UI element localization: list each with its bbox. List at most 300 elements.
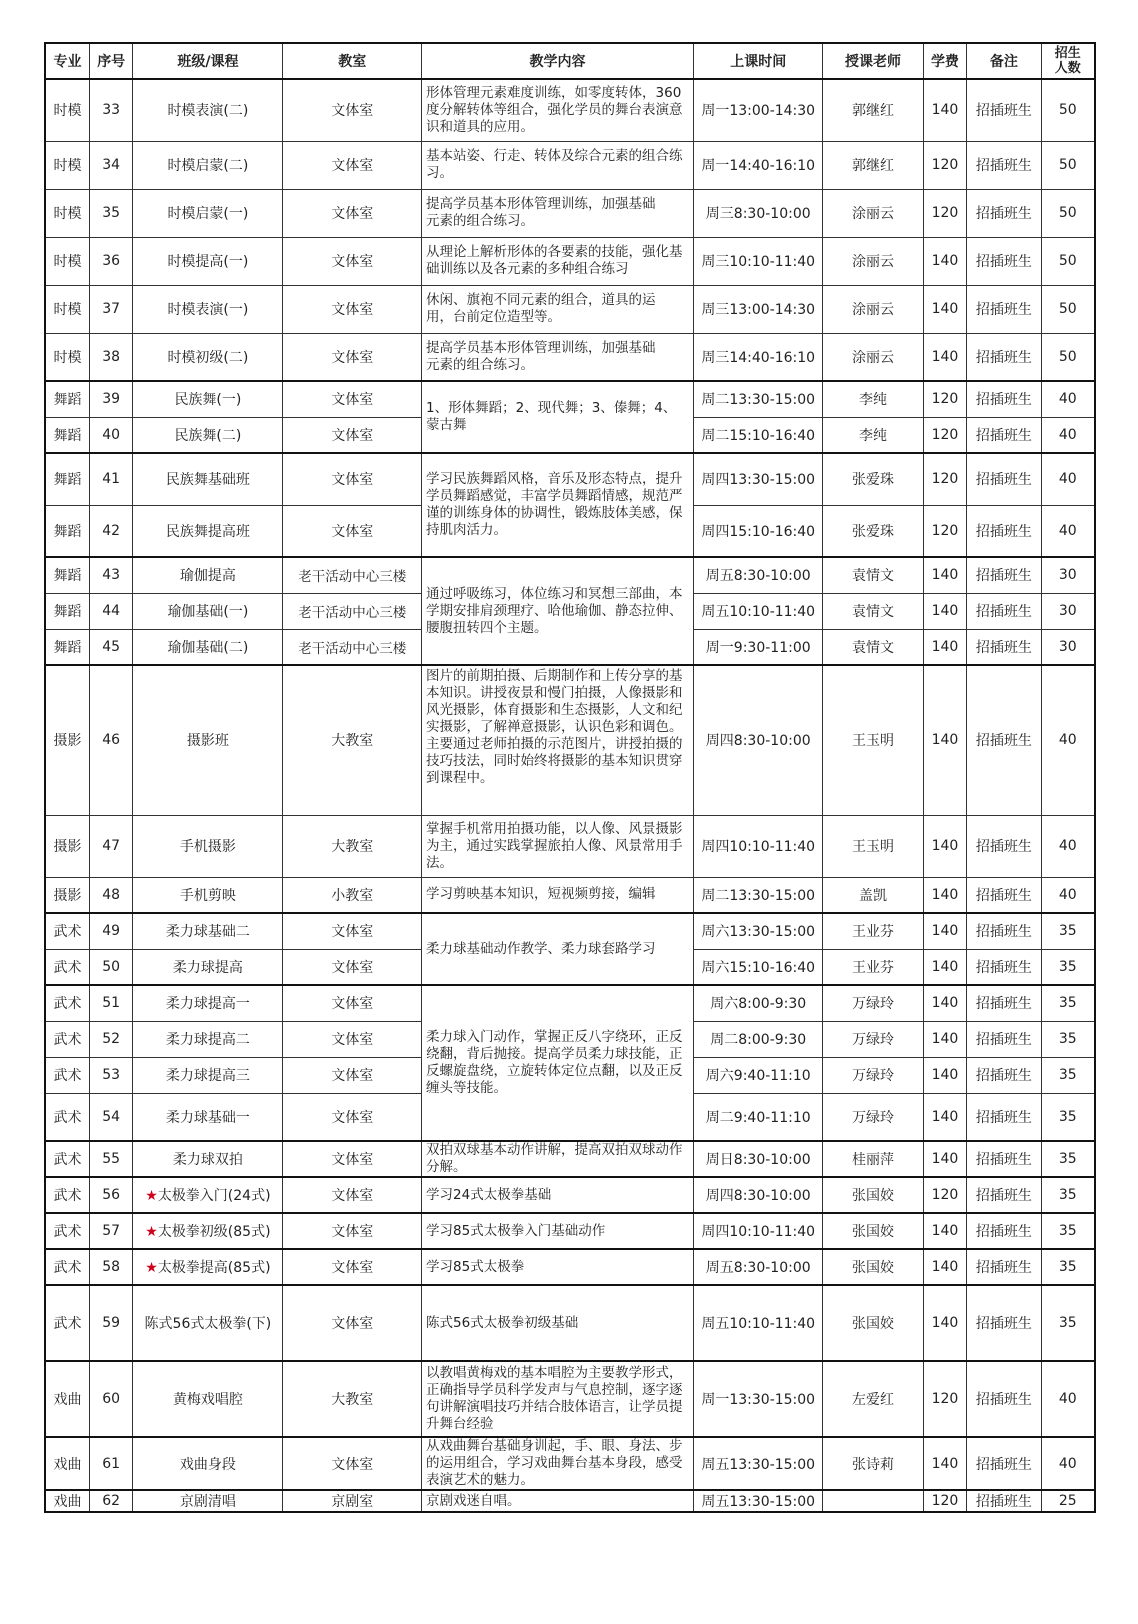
no-cell: 45 — [89, 629, 132, 665]
course-cell: 柔力球提高二 — [133, 1021, 283, 1057]
quota-cell: 30 — [1041, 593, 1095, 629]
star-icon: ★ — [145, 1224, 158, 1240]
course-cell: 时模表演(一) — [133, 285, 283, 333]
teacher-cell: 王业芬 — [823, 949, 923, 985]
teacher-cell: 张国姣 — [823, 1285, 923, 1361]
note-cell: 招插班生 — [967, 815, 1041, 877]
content-cell: 以教唱黄梅戏的基本唱腔为主要教学形式，正确指导学员科学发声与气息控制，逐字逐句讲解演唱技巧并结合肢体语言，让学员提升舞台经验 — [422, 1361, 694, 1437]
no-cell: 38 — [89, 333, 132, 381]
fee-cell: 140 — [923, 1249, 966, 1285]
time-cell: 周四10:10-11:40 — [694, 1213, 823, 1249]
time-cell: 周三13:00-14:30 — [694, 285, 823, 333]
quota-cell: 35 — [1041, 913, 1095, 949]
room-cell: 京剧室 — [283, 1490, 422, 1512]
time-cell: 周一13:00-14:30 — [694, 79, 823, 141]
table-row — [45, 1141, 1095, 1177]
table-row — [45, 237, 1095, 285]
fee-cell: 140 — [923, 1437, 966, 1490]
fee-cell: 140 — [923, 593, 966, 629]
major-cell: 戏曲 — [45, 1437, 89, 1490]
table-row — [45, 913, 1095, 949]
fee-cell: 140 — [923, 557, 966, 593]
course-cell: 柔力球基础二 — [133, 913, 283, 949]
header-teacher: 授课老师 — [823, 43, 923, 79]
note-cell: 招插班生 — [967, 1361, 1041, 1437]
quota-cell: 40 — [1041, 381, 1095, 417]
teacher-cell: 万绿玲 — [823, 985, 923, 1021]
no-cell: 62 — [89, 1490, 132, 1512]
course-cell: 柔力球提高三 — [133, 1057, 283, 1093]
note-cell: 招插班生 — [967, 505, 1041, 557]
no-cell: 36 — [89, 237, 132, 285]
note-cell: 招插班生 — [967, 985, 1041, 1021]
quota-cell: 35 — [1041, 1141, 1095, 1177]
room-cell: 大教室 — [283, 665, 422, 815]
teacher-cell: 李纯 — [823, 417, 923, 453]
header-fee: 学费 — [923, 43, 966, 79]
room-cell: 老干活动中心三楼 — [283, 593, 422, 629]
major-cell: 武术 — [45, 949, 89, 985]
fee-cell: 140 — [923, 1021, 966, 1057]
quota-cell: 40 — [1041, 1361, 1095, 1437]
table-row — [45, 453, 1095, 505]
note-cell: 招插班生 — [967, 453, 1041, 505]
header-no: 序号 — [89, 43, 132, 79]
course-cell: 时模表演(二) — [133, 79, 283, 141]
course-cell — [133, 1177, 283, 1213]
teacher-cell: 郭继红 — [823, 79, 923, 141]
room-cell: 文体室 — [283, 1437, 422, 1490]
table-row — [45, 1437, 1095, 1490]
quota-cell: 50 — [1041, 79, 1095, 141]
major-cell: 舞蹈 — [45, 557, 89, 593]
content-cell: 学习剪映基本知识，短视频剪接，编辑 — [422, 877, 694, 913]
time-cell: 周五13:30-15:00 — [694, 1437, 823, 1490]
no-cell: 61 — [89, 1437, 132, 1490]
course-cell: 黄梅戏唱腔 — [133, 1361, 283, 1437]
no-cell: 34 — [89, 141, 132, 189]
table-row — [45, 665, 1095, 815]
room-cell: 文体室 — [283, 453, 422, 505]
quota-cell: 50 — [1041, 189, 1095, 237]
teacher-cell: 王玉明 — [823, 815, 923, 877]
teacher-cell: 盖凯 — [823, 877, 923, 913]
fee-cell: 120 — [923, 505, 966, 557]
table-row — [45, 1177, 1095, 1213]
teacher-cell: 张爱珠 — [823, 505, 923, 557]
table-row — [45, 1213, 1095, 1249]
major-cell: 武术 — [45, 985, 89, 1021]
course-cell: 瑜伽提高 — [133, 557, 283, 593]
room-cell: 文体室 — [283, 1057, 422, 1093]
no-cell: 56 — [89, 1177, 132, 1213]
fee-cell: 140 — [923, 665, 966, 815]
fee-cell: 140 — [923, 1057, 966, 1093]
no-cell: 57 — [89, 1213, 132, 1249]
fee-cell: 140 — [923, 1141, 966, 1177]
header-row — [45, 43, 1095, 79]
content-cell: 提高学员基本形体管理训练，加强基础 元素的组合练习。 — [422, 189, 694, 237]
course-cell: 陈式56式太极拳(下) — [133, 1285, 283, 1361]
room-cell: 文体室 — [283, 1021, 422, 1057]
course-cell: 京剧清唱 — [133, 1490, 283, 1512]
fee-cell: 140 — [923, 79, 966, 141]
quota-cell: 50 — [1041, 141, 1095, 189]
room-cell: 文体室 — [283, 333, 422, 381]
major-cell: 武术 — [45, 1213, 89, 1249]
room-cell: 文体室 — [283, 1093, 422, 1141]
quota-cell: 35 — [1041, 1021, 1095, 1057]
no-cell: 33 — [89, 79, 132, 141]
major-cell: 武术 — [45, 1177, 89, 1213]
quota-cell: 35 — [1041, 1057, 1095, 1093]
time-cell: 周一13:30-15:00 — [694, 1361, 823, 1437]
time-cell: 周四15:10-16:40 — [694, 505, 823, 557]
content-cell: 学习85式太极拳入门基础动作 — [422, 1213, 694, 1249]
content-cell: 从戏曲舞台基础身训起，手、眼、身法、步的运用组合，学习戏曲舞台基本身段，感受表演艺术的魅力。 — [422, 1437, 694, 1490]
content-cell: 陈式56式太极拳初级基础 — [422, 1285, 694, 1361]
major-cell: 武术 — [45, 1021, 89, 1057]
fee-cell: 120 — [923, 453, 966, 505]
content-cell: 1、形体舞蹈；2、现代舞；3、傣舞；4、蒙古舞 — [422, 381, 694, 453]
time-cell: 周四8:30-10:00 — [694, 665, 823, 815]
table-row — [45, 189, 1095, 237]
time-cell: 周三10:10-11:40 — [694, 237, 823, 285]
teacher-cell: 张国姣 — [823, 1249, 923, 1285]
major-cell: 舞蹈 — [45, 381, 89, 417]
fee-cell: 140 — [923, 985, 966, 1021]
fee-cell: 120 — [923, 189, 966, 237]
course-cell: 时模启蒙(二) — [133, 141, 283, 189]
room-cell: 文体室 — [283, 79, 422, 141]
content-cell: 从理论上解析形体的各要素的技能，强化基础训练以及各元素的多种组合练习 — [422, 237, 694, 285]
table-row — [45, 141, 1095, 189]
time-cell: 周日8:30-10:00 — [694, 1141, 823, 1177]
no-cell: 40 — [89, 417, 132, 453]
course-schedule-table — [44, 42, 1096, 1513]
room-cell: 文体室 — [283, 141, 422, 189]
room-cell: 小教室 — [283, 877, 422, 913]
no-cell: 47 — [89, 815, 132, 877]
time-cell: 周五13:30-15:00 — [694, 1490, 823, 1512]
time-cell: 周四8:30-10:00 — [694, 1177, 823, 1213]
header-major: 专业 — [45, 43, 89, 79]
teacher-cell: 万绿玲 — [823, 1021, 923, 1057]
course-cell: 时模启蒙(一) — [133, 189, 283, 237]
teacher-cell: 张诗莉 — [823, 1437, 923, 1490]
room-cell: 文体室 — [283, 189, 422, 237]
table-row — [45, 285, 1095, 333]
no-cell: 59 — [89, 1285, 132, 1361]
note-cell: 招插班生 — [967, 141, 1041, 189]
quota-cell: 35 — [1041, 1285, 1095, 1361]
note-cell: 招插班生 — [967, 1490, 1041, 1512]
time-cell: 周五8:30-10:00 — [694, 1249, 823, 1285]
course-cell: 手机摄影 — [133, 815, 283, 877]
major-cell: 时模 — [45, 189, 89, 237]
major-cell: 武术 — [45, 1249, 89, 1285]
quota-cell: 30 — [1041, 557, 1095, 593]
content-cell: 基本站姿、行走、转体及综合元素的组合练习。 — [422, 141, 694, 189]
no-cell: 54 — [89, 1093, 132, 1141]
major-cell: 时模 — [45, 141, 89, 189]
course-cell: 柔力球双拍 — [133, 1141, 283, 1177]
course-cell: 柔力球提高一 — [133, 985, 283, 1021]
teacher-cell: 涂丽云 — [823, 189, 923, 237]
table-row — [45, 815, 1095, 877]
no-cell: 42 — [89, 505, 132, 557]
note-cell: 招插班生 — [967, 285, 1041, 333]
header-note: 备注 — [967, 43, 1041, 79]
teacher-cell: 王玉明 — [823, 665, 923, 815]
room-cell: 文体室 — [283, 285, 422, 333]
course-cell: 时模提高(一) — [133, 237, 283, 285]
major-cell: 武术 — [45, 913, 89, 949]
content-cell: 学习24式太极拳基础 — [422, 1177, 694, 1213]
content-cell: 休闲、旗袍不同元素的组合，道具的运 用，台前定位造型等。 — [422, 285, 694, 333]
major-cell: 武术 — [45, 1057, 89, 1093]
time-cell: 周五10:10-11:40 — [694, 593, 823, 629]
note-cell: 招插班生 — [967, 1093, 1041, 1141]
course-cell: 瑜伽基础(一) — [133, 593, 283, 629]
major-cell: 武术 — [45, 1285, 89, 1361]
room-cell: 文体室 — [283, 1285, 422, 1361]
time-cell: 周三14:40-16:10 — [694, 333, 823, 381]
table-row — [45, 381, 1095, 417]
room-cell: 大教室 — [283, 1361, 422, 1437]
teacher-cell: 涂丽云 — [823, 237, 923, 285]
time-cell: 周二9:40-11:10 — [694, 1093, 823, 1141]
note-cell: 招插班生 — [967, 79, 1041, 141]
note-cell: 招插班生 — [967, 593, 1041, 629]
note-cell: 招插班生 — [967, 913, 1041, 949]
table-row — [45, 985, 1095, 1021]
fee-cell: 120 — [923, 381, 966, 417]
fee-cell: 120 — [923, 1490, 966, 1512]
quota-cell: 35 — [1041, 985, 1095, 1021]
fee-cell: 140 — [923, 237, 966, 285]
content-cell: 提高学员基本形体管理训练，加强基础 元素的组合练习。 — [422, 333, 694, 381]
major-cell: 摄影 — [45, 815, 89, 877]
quota-cell: 35 — [1041, 949, 1095, 985]
quota-cell: 35 — [1041, 1249, 1095, 1285]
fee-cell: 140 — [923, 1285, 966, 1361]
quota-cell: 40 — [1041, 877, 1095, 913]
room-cell: 文体室 — [283, 985, 422, 1021]
note-cell: 招插班生 — [967, 629, 1041, 665]
room-cell: 文体室 — [283, 1177, 422, 1213]
time-cell: 周二13:30-15:00 — [694, 381, 823, 417]
fee-cell: 140 — [923, 333, 966, 381]
major-cell: 时模 — [45, 237, 89, 285]
quota-cell: 40 — [1041, 505, 1095, 557]
course-cell — [133, 1249, 283, 1285]
room-cell: 文体室 — [283, 381, 422, 417]
content-cell: 双拍双球基本动作讲解，提高双拍双球动作分解。 — [422, 1141, 694, 1177]
note-cell: 招插班生 — [967, 381, 1041, 417]
course-cell: 民族舞(一) — [133, 381, 283, 417]
teacher-cell: 袁情文 — [823, 593, 923, 629]
course-cell — [133, 1213, 283, 1249]
major-cell: 戏曲 — [45, 1490, 89, 1512]
no-cell: 44 — [89, 593, 132, 629]
fee-cell: 120 — [923, 141, 966, 189]
fee-cell: 140 — [923, 877, 966, 913]
teacher-cell: 王业芬 — [823, 913, 923, 949]
time-cell: 周六15:10-16:40 — [694, 949, 823, 985]
fee-cell: 140 — [923, 1093, 966, 1141]
note-cell: 招插班生 — [967, 1057, 1041, 1093]
table-row — [45, 1361, 1095, 1437]
time-cell: 周二15:10-16:40 — [694, 417, 823, 453]
star-icon: ★ — [145, 1188, 158, 1204]
major-cell: 时模 — [45, 285, 89, 333]
course-cell: 民族舞提高班 — [133, 505, 283, 557]
note-cell: 招插班生 — [967, 949, 1041, 985]
fee-cell: 140 — [923, 629, 966, 665]
quota-cell: 50 — [1041, 285, 1095, 333]
quota-cell: 30 — [1041, 629, 1095, 665]
course-cell: 手机剪映 — [133, 877, 283, 913]
note-cell: 招插班生 — [967, 1437, 1041, 1490]
room-cell: 老干活动中心三楼 — [283, 557, 422, 593]
fee-cell: 140 — [923, 949, 966, 985]
major-cell: 摄影 — [45, 665, 89, 815]
content-cell: 通过呼吸练习，体位练习和冥想三部曲，本学期安排肩颈理疗、哈他瑜伽、静态拉伸、腰腹扭转四个主题。 — [422, 557, 694, 665]
table-row — [45, 1285, 1095, 1361]
room-cell: 文体室 — [283, 1141, 422, 1177]
note-cell: 招插班生 — [967, 877, 1041, 913]
teacher-cell: 张爱珠 — [823, 453, 923, 505]
no-cell: 58 — [89, 1249, 132, 1285]
teacher-cell: 涂丽云 — [823, 285, 923, 333]
note-cell: 招插班生 — [967, 1285, 1041, 1361]
quota-cell: 35 — [1041, 1177, 1095, 1213]
note-cell: 招插班生 — [967, 189, 1041, 237]
note-cell: 招插班生 — [967, 1213, 1041, 1249]
major-cell: 舞蹈 — [45, 629, 89, 665]
star-icon: ★ — [145, 1260, 158, 1276]
quota-cell: 40 — [1041, 815, 1095, 877]
room-cell: 文体室 — [283, 505, 422, 557]
table-row — [45, 1490, 1095, 1512]
content-cell: 柔力球基础动作教学、柔力球套路学习 — [422, 913, 694, 985]
no-cell: 50 — [89, 949, 132, 985]
content-cell: 京剧戏迷自唱。 — [422, 1490, 694, 1512]
major-cell: 摄影 — [45, 877, 89, 913]
time-cell: 周四13:30-15:00 — [694, 453, 823, 505]
fee-cell: 120 — [923, 1361, 966, 1437]
time-cell: 周四10:10-11:40 — [694, 815, 823, 877]
content-cell: 柔力球入门动作，掌握正反八字绕环，正反绕翻，背后抛接。提高学员柔力球技能，正反螺旋盘绕，立旋转体定位点翻，以及正反缠头等技能。 — [422, 985, 694, 1141]
teacher-cell: 郭继红 — [823, 141, 923, 189]
course-name: 太极拳入门(24式) — [157, 1188, 271, 1204]
header-room: 教室 — [283, 43, 422, 79]
room-cell: 文体室 — [283, 1249, 422, 1285]
quota-cell: 25 — [1041, 1490, 1095, 1512]
course-name: 太极拳提高(85式) — [157, 1260, 271, 1276]
teacher-cell: 万绿玲 — [823, 1093, 923, 1141]
quota-cell: 35 — [1041, 1213, 1095, 1249]
time-cell: 周一9:30-11:00 — [694, 629, 823, 665]
no-cell: 60 — [89, 1361, 132, 1437]
note-cell: 招插班生 — [967, 1249, 1041, 1285]
room-cell: 大教室 — [283, 815, 422, 877]
fee-cell: 140 — [923, 1213, 966, 1249]
content-cell: 图片的前期拍摄、后期制作和上传分享的基本知识。讲授夜景和慢门拍摄，人像摄影和风光摄影，体育摄影和生态摄影，人文和纪实摄影，了解禅意摄影，认识色彩和调色。主要通过老师拍摄的示范图片，讲授拍摄的技巧技法，同时始终将摄影的基本知识贯穿到课程中。 — [422, 665, 694, 815]
major-cell: 舞蹈 — [45, 505, 89, 557]
no-cell: 52 — [89, 1021, 132, 1057]
content-cell: 学习85式太极拳 — [422, 1249, 694, 1285]
major-cell: 舞蹈 — [45, 417, 89, 453]
room-cell: 文体室 — [283, 949, 422, 985]
note-cell: 招插班生 — [967, 1177, 1041, 1213]
course-cell: 戏曲身段 — [133, 1437, 283, 1490]
no-cell: 51 — [89, 985, 132, 1021]
fee-cell: 120 — [923, 417, 966, 453]
no-cell: 35 — [89, 189, 132, 237]
room-cell: 文体室 — [283, 913, 422, 949]
fee-cell: 120 — [923, 1177, 966, 1213]
quota-cell: 40 — [1041, 453, 1095, 505]
major-cell: 戏曲 — [45, 1361, 89, 1437]
major-cell: 武术 — [45, 1093, 89, 1141]
teacher-cell: 张国姣 — [823, 1177, 923, 1213]
header-time: 上课时间 — [694, 43, 823, 79]
table-row — [45, 557, 1095, 593]
fee-cell: 140 — [923, 815, 966, 877]
no-cell: 46 — [89, 665, 132, 815]
table-row — [45, 79, 1095, 141]
time-cell: 周六13:30-15:00 — [694, 913, 823, 949]
major-cell: 时模 — [45, 79, 89, 141]
note-cell: 招插班生 — [967, 417, 1041, 453]
no-cell: 43 — [89, 557, 132, 593]
no-cell: 55 — [89, 1141, 132, 1177]
major-cell: 时模 — [45, 333, 89, 381]
content-cell: 掌握手机常用拍摄功能，以人像、风景摄影为主，通过实践掌握旅拍人像、风景常用手法。 — [422, 815, 694, 877]
time-cell: 周六8:00-9:30 — [694, 985, 823, 1021]
teacher-cell: 袁情文 — [823, 557, 923, 593]
major-cell: 武术 — [45, 1141, 89, 1177]
course-cell: 时模初级(二) — [133, 333, 283, 381]
course-name: 太极拳初级(85式) — [157, 1224, 271, 1240]
fee-cell: 140 — [923, 913, 966, 949]
room-cell: 老干活动中心三楼 — [283, 629, 422, 665]
time-cell: 周一14:40-16:10 — [694, 141, 823, 189]
content-cell: 形体管理元素难度训练，如零度转体，360度分解转体等组合，强化学员的舞台表演意识和道具的应用。 — [422, 79, 694, 141]
room-cell: 文体室 — [283, 1213, 422, 1249]
table-row — [45, 1249, 1095, 1285]
header-course: 班级/课程 — [133, 43, 283, 79]
teacher-cell: 涂丽云 — [823, 333, 923, 381]
teacher-cell: 张国姣 — [823, 1213, 923, 1249]
room-cell: 文体室 — [283, 417, 422, 453]
time-cell: 周二13:30-15:00 — [694, 877, 823, 913]
no-cell: 48 — [89, 877, 132, 913]
course-cell: 柔力球基础一 — [133, 1093, 283, 1141]
time-cell: 周三8:30-10:00 — [694, 189, 823, 237]
header-content: 教学内容 — [422, 43, 694, 79]
course-cell: 柔力球提高 — [133, 949, 283, 985]
no-cell: 37 — [89, 285, 132, 333]
quota-cell: 50 — [1041, 333, 1095, 381]
quota-cell: 50 — [1041, 237, 1095, 285]
course-cell: 民族舞(二) — [133, 417, 283, 453]
major-cell: 舞蹈 — [45, 453, 89, 505]
note-cell: 招插班生 — [967, 665, 1041, 815]
time-cell: 周六9:40-11:10 — [694, 1057, 823, 1093]
